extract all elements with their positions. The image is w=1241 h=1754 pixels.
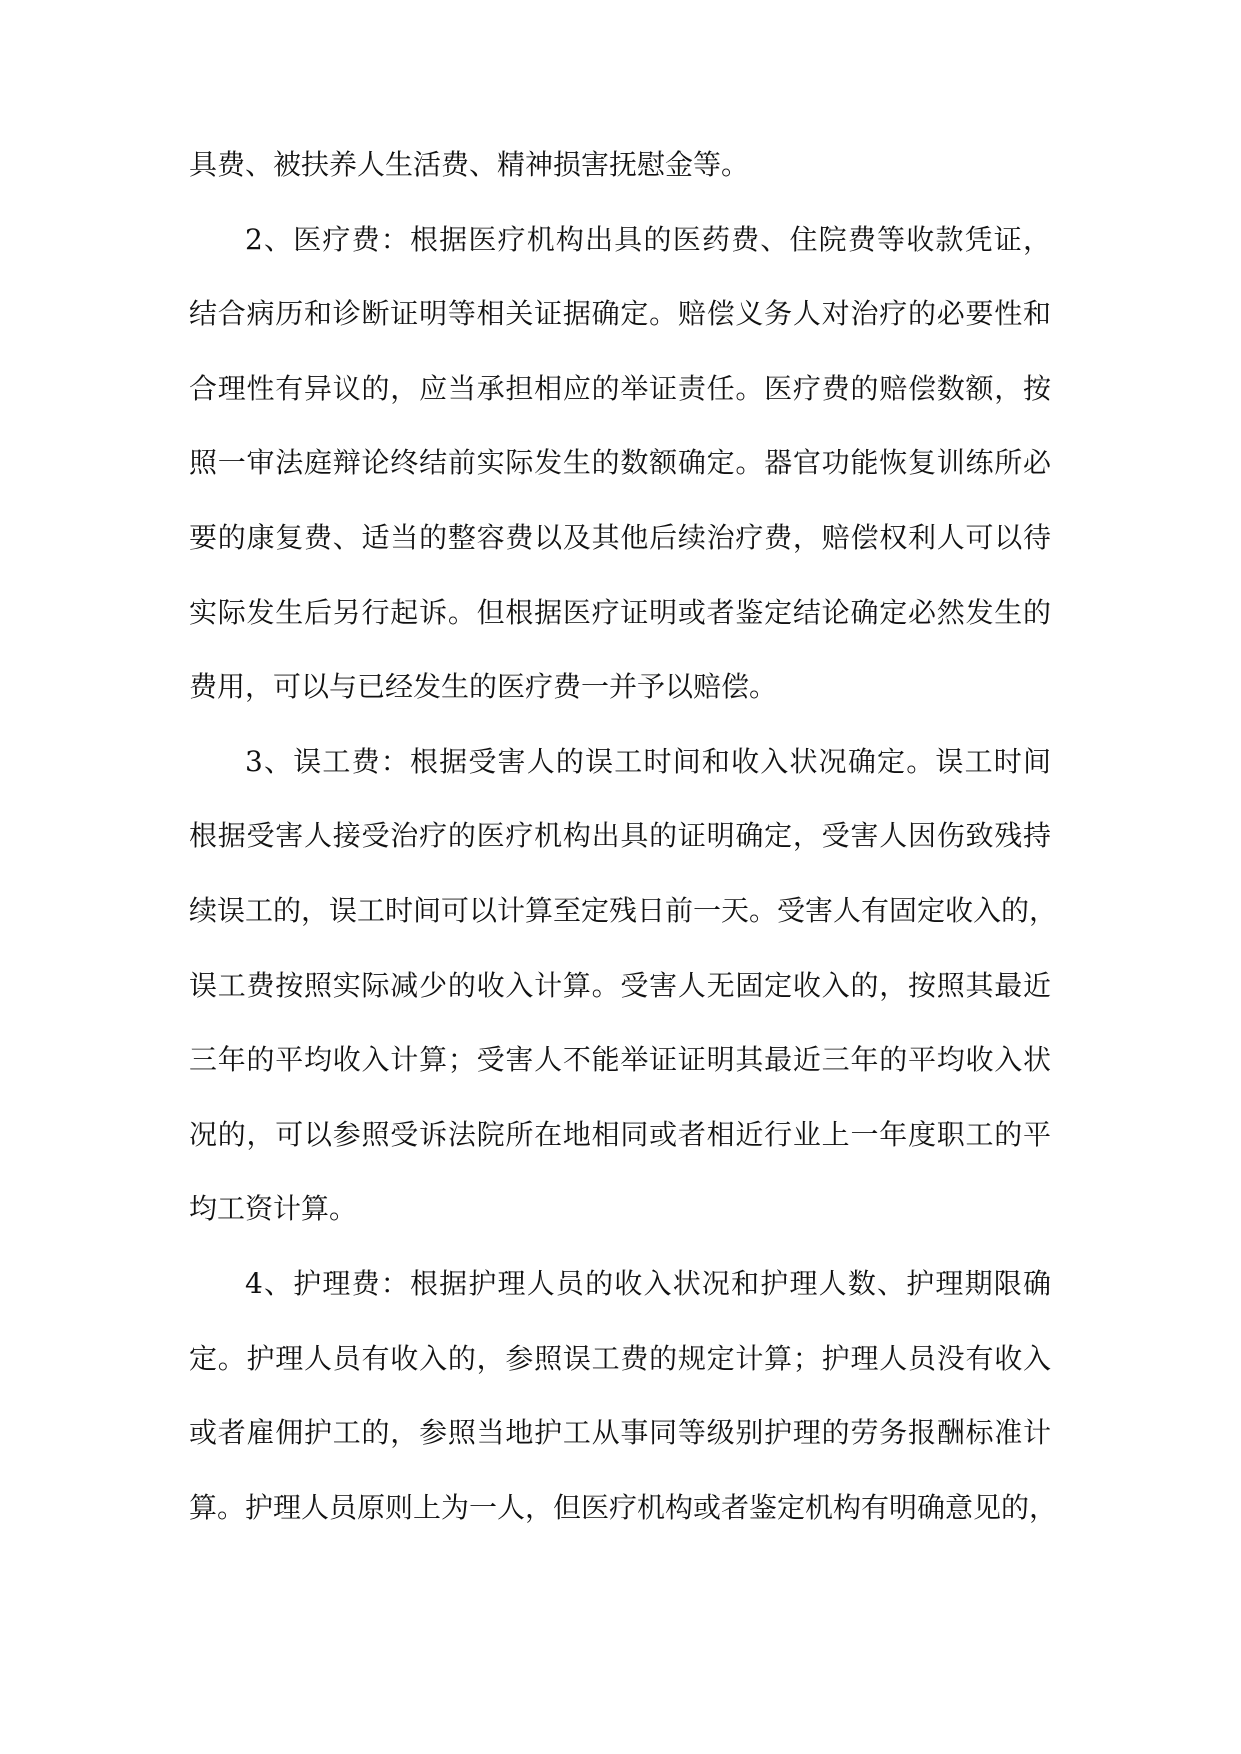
text-line: 实际发生后另行起诉。但根据医疗证明或者鉴定结论确定必然发生的 [189,595,1051,629]
text-line: 算。护理人员原则上为一人，但医疗机构或者鉴定机构有明确意见的， [189,1490,1058,1524]
text-line: 照一审法庭辩论终结前实际发生的数额确定。器官功能恢复训练所必 [189,446,1051,480]
text-line: 或者雇佣护工的，参照当地护工从事同等级别护理的劳务报酬标准计 [189,1416,1051,1450]
text-line: 三年的平均收入计算；受害人不能举证证明其最近三年的平均收入状 [189,1043,1051,1077]
text-line: 要的康复费、适当的整容费以及其他后续治疗费，赔偿权利人可以待 [189,520,1051,554]
text-line: 结合病历和诊断证明等相关证据确定。赔偿义务人对治疗的必要性和 [189,297,1051,331]
text-line: 均工资计算。 [189,1192,358,1226]
text-line: 况的，可以参照受诉法院所在地相同或者相近行业上一年度职工的平 [189,1117,1051,1151]
text-line: 具费、被扶养人生活费、精神损害抚慰金等。 [189,148,750,181]
text-line: 根据受害人接受治疗的医疗机构出具的证明确定，受害人因伤致残持 [189,819,1051,853]
paragraph-start-line: 3、误工费：根据受害人的误工时间和收入状况确定。误工时间 [245,744,1051,778]
text-line: 定。护理人员有收入的，参照误工费的规定计算；护理人员没有收入 [189,1341,1051,1375]
paragraph-start-line: 4、护理费：根据护理人员的收入状况和护理人数、护理期限确 [245,1266,1051,1300]
text-line: 误工费按照实际减少的收入计算。受害人无固定收入的，按照其最近 [189,968,1051,1002]
text-line: 合理性有异议的，应当承担相应的举证责任。医疗费的赔偿数额，按 [189,371,1051,405]
document-body [189,142,1058,1559]
paragraph-start-line: 2、医疗费：根据医疗机构出具的医药费、住院费等收款凭证， [245,222,1051,256]
text-line: 费用，可以与已经发生的医疗费一并予以赔偿。 [189,670,778,704]
text-line: 续误工的，误工时间可以计算至定残日前一天。受害人有固定收入的， [189,893,1058,927]
